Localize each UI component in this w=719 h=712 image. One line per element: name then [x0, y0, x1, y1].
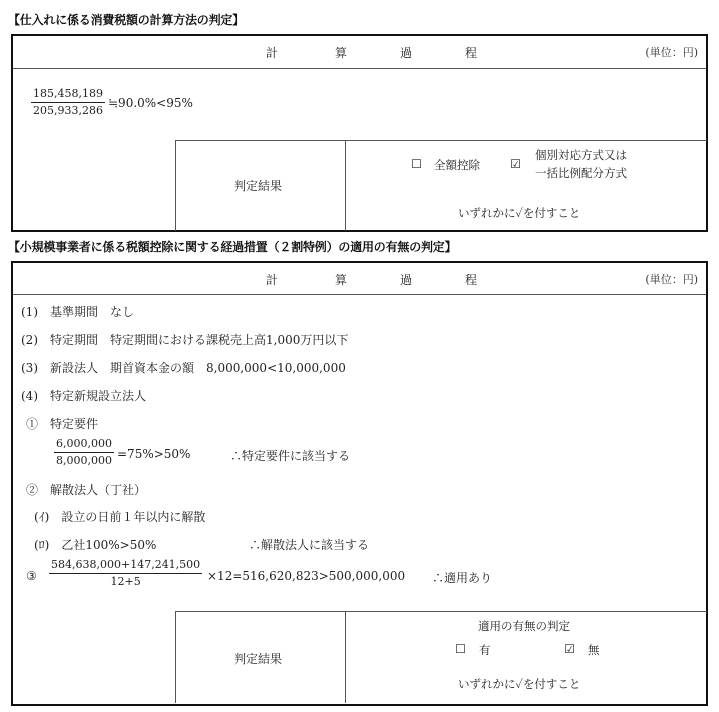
sub-dissolved-corporation: ② 解散法人（丁社）: [26, 483, 147, 497]
check-note: いずれかに✓を付すこと: [458, 206, 581, 220]
header-char: 算: [335, 46, 348, 60]
calc-method-table: [11, 34, 708, 232]
table-header: [13, 263, 706, 295]
full-deduction-label: 全額控除: [434, 158, 480, 172]
dissolved-conclusion: ∴解散法人に該当する: [249, 538, 370, 552]
applicable-no-checkbox[interactable]: ☑: [564, 642, 575, 656]
applicable-yes-checkbox[interactable]: ☐: [455, 642, 466, 656]
taxable-sales-ratio-fraction: [31, 87, 105, 118]
fraction-denominator: 8,000,000: [56, 454, 112, 467]
header-char: 程: [465, 273, 478, 287]
header-char: 過: [400, 46, 413, 60]
fraction-numerator: 584,638,000+147,241,500: [49, 558, 202, 574]
applicable-conclusion: ∴適用あり: [432, 571, 493, 585]
header-char: 計: [266, 273, 279, 287]
judgment-label-cell: [175, 140, 345, 231]
specified-requirement-conclusion: ∴特定要件に該当する: [230, 449, 351, 463]
sub-otsu-ownership: (ﾛ) 乙社100%>50%: [34, 538, 157, 552]
full-deduction-checkbox[interactable]: ☐: [411, 157, 422, 171]
unit-label: (単位：円): [645, 273, 698, 286]
fraction-denominator: 12+5: [110, 575, 141, 588]
item-specified-period: (2) 特定期間 特定期間における課税売上高1,000万円以下: [21, 333, 349, 347]
header-char: 計: [266, 46, 279, 60]
two-tenths-special-table: [11, 261, 708, 706]
header-char: 程: [465, 46, 478, 60]
check-note: いずれかに✓を付すこと: [458, 677, 581, 691]
proportional-method-checkbox[interactable]: ☑: [510, 157, 521, 171]
sales-average-fraction: [49, 558, 202, 589]
fraction-numerator: 6,000,000: [54, 437, 114, 453]
section2-title: 【小規模事業者に係る税額控除に関する経過措置（２割特例）の適用の有無の判定】: [8, 240, 457, 254]
item-new-corporation: (3) 新設法人 期首資本金の額 8,000,000<10,000,000: [21, 361, 346, 375]
sub-specified-requirement: ① 特定要件: [26, 417, 99, 431]
item-base-period: (1) 基準期間 なし: [21, 305, 134, 319]
proportional-method-label-line1: 個別対応方式又は: [535, 148, 627, 162]
ratio-result: ≒90.0%<95%: [108, 96, 193, 110]
applicable-yes-label: 有: [479, 643, 491, 657]
applicable-no-label: 無: [588, 643, 600, 657]
specified-requirement-fraction: [54, 437, 114, 468]
proportional-method-label-line2: 一括比例配分方式: [535, 166, 627, 180]
header-char: 算: [335, 273, 348, 287]
item-specified-new-corporation: (4) 特定新規設立法人: [21, 389, 146, 403]
judgment-label: 判定結果: [234, 179, 283, 193]
specified-requirement-result: =75%>50%: [117, 447, 191, 461]
judgment-label-cell: [175, 611, 345, 703]
sales-average-result: ×12=516,620,823>500,000,000: [207, 569, 406, 583]
section1-title: 【仕入れに係る消費税額の計算方法の判定】: [8, 13, 245, 27]
fraction-numerator: 185,458,189: [31, 87, 105, 103]
judgment-options-cell: [345, 611, 707, 703]
header-char: 過: [400, 273, 413, 287]
table-header: [13, 36, 706, 69]
sub-dissolved-within-year: (ｲ) 設立の日前１年以内に解散: [34, 510, 206, 524]
judgment-label: 判定結果: [234, 652, 283, 666]
judgment-heading: 適用の有無の判定: [478, 619, 570, 633]
sub-three-marker: ③: [26, 569, 37, 583]
unit-label: (単位：円): [645, 46, 698, 59]
judgment-options-cell: [345, 140, 707, 231]
fraction-denominator: 205,933,286: [33, 104, 103, 117]
